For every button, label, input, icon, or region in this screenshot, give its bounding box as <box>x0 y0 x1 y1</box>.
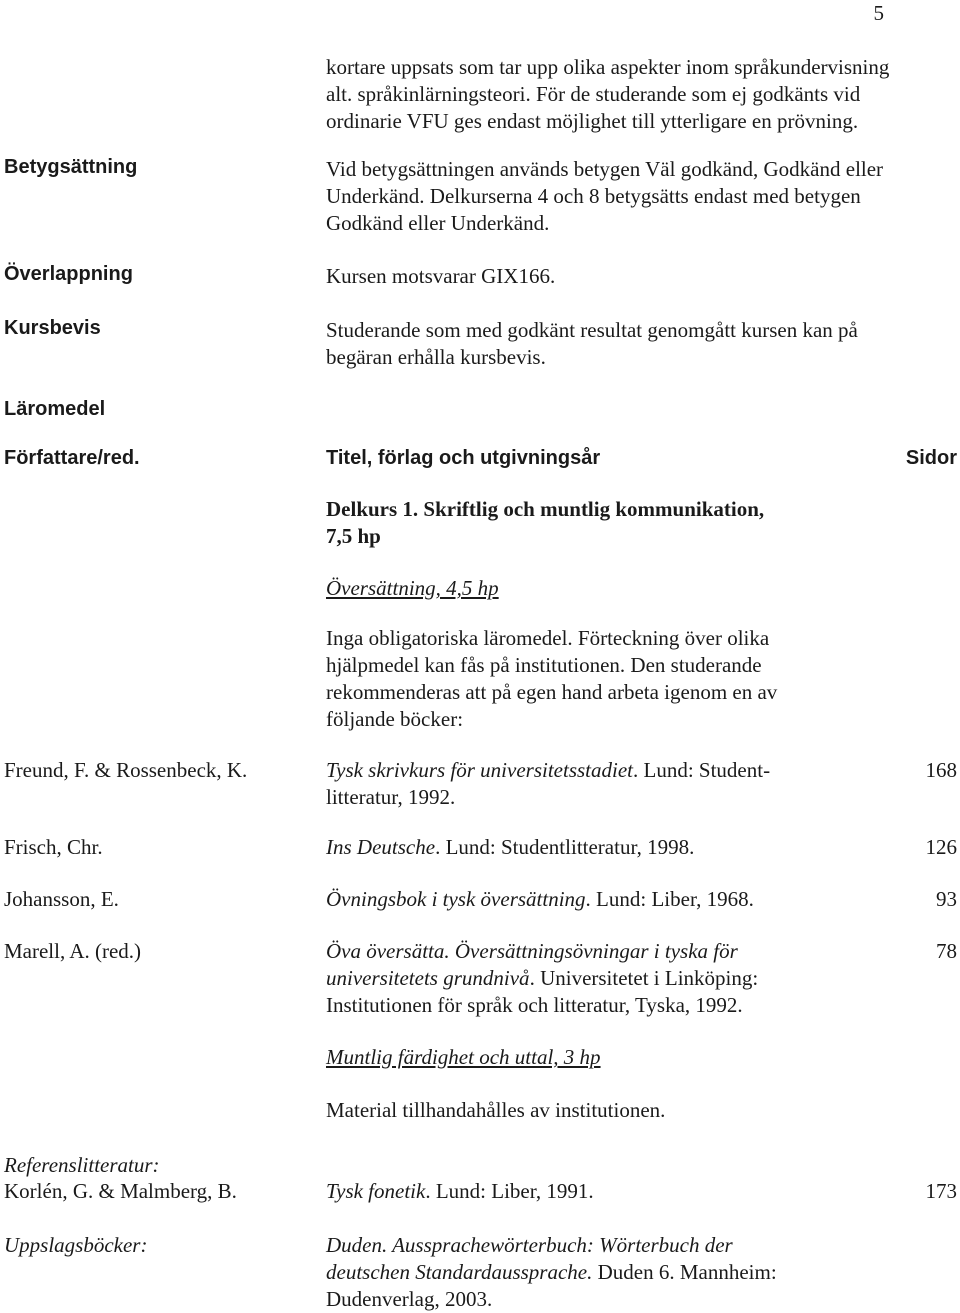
book-publisher-cont: litteratur, 1992. <box>326 785 456 809</box>
book-entry <box>326 886 826 913</box>
book-pages: 168 <box>925 758 957 782</box>
book-author: Johansson, E. <box>4 887 119 911</box>
book-title: Öva översätta. Översättningsövningar i tyska för <box>326 939 738 963</box>
heading-laromedel: Läromedel <box>4 398 106 420</box>
book-pages: 93 <box>936 887 957 911</box>
referens-entry <box>326 1178 826 1205</box>
book-author: Frisch, Chr. <box>4 835 103 859</box>
book-title: Tysk skrivkurs för universitetsstadiet <box>326 758 633 782</box>
col-header-pages: Sidor <box>905 447 957 469</box>
note-line: följande böcker: <box>326 707 464 731</box>
intro-line: alt. språkinlärningsteori. För de studerande som ej godkänts vid <box>326 82 861 106</box>
heading-betygsattning: Betygsättning <box>4 156 138 178</box>
book-publisher: . Lund: Studentlitteratur, 1998. <box>435 835 695 859</box>
uppslag-title: Duden. Aussprachewörterbuch: Wörterbuch der <box>326 1233 733 1257</box>
uppslag-publisher: Duden 6. Mannheim: <box>592 1260 777 1284</box>
betyg-line: Godkänd eller Underkänd. <box>326 211 550 235</box>
delkurs-title <box>326 496 846 550</box>
uppslag-title-cont: deutschen Standardaussprache. <box>326 1260 593 1284</box>
uppslag-publisher-cont: Dudenverlag, 2003. <box>326 1287 493 1311</box>
kursbevis-line: Studerande som med godkänt resultat genomgått kursen kan på <box>326 318 858 342</box>
book-entry <box>326 757 826 811</box>
overlappning-text: Kursen motsvarar GIX166. <box>326 264 556 288</box>
betyg-line: Underkänd. Delkurserna 4 och 8 betygsätts endast med betygen <box>326 184 861 208</box>
book-pages: 78 <box>936 939 957 963</box>
delkurs-note <box>326 625 826 733</box>
kursbevis-text <box>326 317 954 371</box>
betygsattning-text <box>326 156 954 237</box>
col-header-title: Titel, förlag och utgivningsår <box>326 447 601 469</box>
intro-line: kortare uppsats som tar upp olika aspekter inom språkundervisning <box>326 55 890 79</box>
book-entry <box>326 938 826 1019</box>
page-number: 5 <box>873 1 884 25</box>
book-entry <box>326 834 826 861</box>
heading-kursbevis: Kursbevis <box>4 317 101 339</box>
book-title: Övningsbok i tysk översättning <box>326 887 586 911</box>
book-author: Freund, F. & Rossenbeck, K. <box>4 758 248 782</box>
book-title: Ins Deutsche <box>326 835 436 859</box>
book-author: Marell, A. (red.) <box>4 939 142 963</box>
book-title-cont: universitetets grundnivå <box>326 966 530 990</box>
oversattning-heading: Översättning, 4,5 hp <box>326 576 499 600</box>
referens-author: Korlén, G. & Malmberg, B. <box>4 1179 237 1203</box>
book-publisher: . Lund: Liber, 1968. <box>585 887 754 911</box>
book-publisher: . Lund: Student- <box>633 758 771 782</box>
heading-overlappning: Överlappning <box>4 263 133 285</box>
referens-pages: 173 <box>925 1179 957 1203</box>
uppslag-entry <box>326 1232 826 1313</box>
referens-label: Referenslitteratur: <box>4 1153 160 1177</box>
muntlig-heading: Muntlig färdighet och uttal, 3 hp <box>326 1045 601 1069</box>
kursbevis-line: begäran erhålla kursbevis. <box>326 345 546 369</box>
book-pages: 126 <box>925 835 957 859</box>
delkurs-title-line: 7,5 hp <box>326 524 381 548</box>
note-line: hjälpmedel kan fås på institutionen. Den studerande <box>326 653 762 677</box>
uppslag-label: Uppslagsböcker: <box>4 1233 148 1257</box>
intro-paragraph <box>326 54 954 135</box>
referens-publisher: . Lund: Liber, 1991. <box>425 1179 594 1203</box>
intro-line: ordinarie VFU ges endast möjlighet till ytterligare en prövning. <box>326 109 859 133</box>
book-publisher: . Universitetet i Linköping: <box>529 966 759 990</box>
book-publisher-cont: Institutionen för språk och litteratur, Tyska, 1992. <box>326 993 743 1017</box>
referens-title: Tysk fonetik <box>326 1179 426 1203</box>
muntlig-text: Material tillhandahålles av institutionen. <box>326 1098 666 1122</box>
betyg-line: Vid betygsättningen används betygen Väl godkänd, Godkänd eller <box>326 157 884 181</box>
note-line: rekommenderas att på egen hand arbeta igenom en av <box>326 680 778 704</box>
note-line: Inga obligatoriska läromedel. Förteckning över olika <box>326 626 770 650</box>
col-header-author: Författare/red. <box>4 447 140 469</box>
delkurs-title-line: Delkurs 1. Skriftlig och muntlig kommunikation, <box>326 497 765 521</box>
